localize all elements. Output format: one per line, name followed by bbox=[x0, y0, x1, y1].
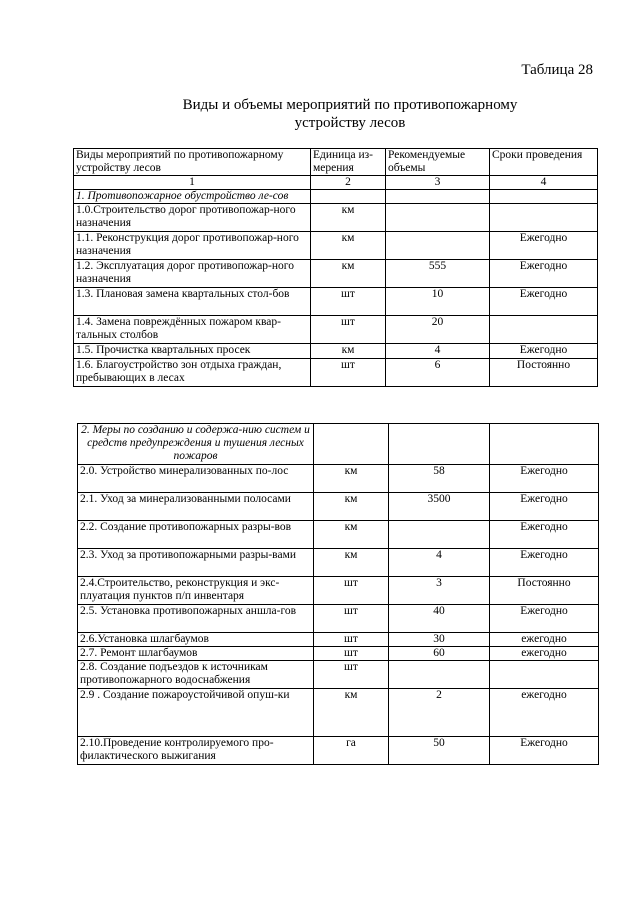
unit-cell: км bbox=[314, 521, 389, 549]
measure-name-cell: 2.9 . Создание пожароустойчивой опуш-ки bbox=[78, 689, 314, 737]
document-title bbox=[120, 96, 580, 132]
header-cell-unit: Единица из-мерения bbox=[311, 149, 386, 176]
col-number-4: 4 bbox=[490, 176, 598, 190]
unit-cell: км bbox=[314, 493, 389, 521]
unit-cell: шт bbox=[314, 661, 389, 689]
measure-name-cell: 1.5. Прочистка квартальных просек bbox=[74, 344, 311, 359]
volume-cell: 2 bbox=[389, 689, 490, 737]
term-cell: Ежегодно bbox=[490, 493, 599, 521]
volume-cell: 40 bbox=[389, 605, 490, 633]
volume-cell: 4 bbox=[389, 549, 490, 577]
unit-cell: га bbox=[314, 737, 389, 765]
measure-name-cell: 2.4.Строительство, реконструкция и экс-плуатация пунктов п/п инвентаря bbox=[78, 577, 314, 605]
volume-cell: 10 bbox=[386, 288, 490, 316]
table-row bbox=[78, 577, 599, 605]
unit-cell: шт bbox=[311, 359, 386, 387]
volume-cell: 6 bbox=[386, 359, 490, 387]
section-title-1: 1. Противопожарное обустройство ле-сов bbox=[74, 190, 311, 204]
measure-name-cell: 2.3. Уход за противопожарными разры-вами bbox=[78, 549, 314, 577]
measure-name-cell: 1.4. Замена повреждённых пожаром квар-тальных столбов bbox=[74, 316, 311, 344]
measure-name-cell: 1.2. Эксплуатация дорог противопожар-ного назначения bbox=[74, 260, 311, 288]
measure-name-cell: 1.3. Плановая замена квартальных стол-бов bbox=[74, 288, 311, 316]
unit-cell: км bbox=[314, 689, 389, 737]
section-title-2: 2. Меры по созданию и содержа-нию систем и средств предупреждения и тушения лесных пожаров bbox=[78, 424, 314, 465]
table-row bbox=[78, 605, 599, 633]
term-cell: ежегодно bbox=[490, 689, 599, 737]
table-row bbox=[78, 661, 599, 689]
measure-name-cell: 2.10.Проведение контролируемого про-филактического выжигания bbox=[78, 737, 314, 765]
empty-cell bbox=[386, 190, 490, 204]
empty-cell bbox=[490, 190, 598, 204]
term-cell: Ежегодно bbox=[490, 521, 599, 549]
measure-name-cell: 1.0.Строительство дорог противопожар-ного назначения bbox=[74, 204, 311, 232]
unit-cell: шт bbox=[311, 316, 386, 344]
measures-table-part2 bbox=[77, 423, 599, 765]
term-cell bbox=[490, 204, 598, 232]
table-row bbox=[74, 260, 598, 288]
measure-name-cell: 1.1. Реконструкция дорог противопожар-ного назначения bbox=[74, 232, 311, 260]
volume-cell bbox=[386, 204, 490, 232]
volume-cell: 4 bbox=[386, 344, 490, 359]
column-numbers-row bbox=[74, 176, 598, 190]
table-row bbox=[78, 465, 599, 493]
term-cell bbox=[490, 316, 598, 344]
table-row bbox=[74, 288, 598, 316]
title-line-1: Виды и объемы мероприятий по противопожарному bbox=[182, 97, 518, 113]
volume-cell bbox=[389, 521, 490, 549]
term-cell: Постоянно bbox=[490, 359, 598, 387]
table-row bbox=[78, 737, 599, 765]
section-row-2 bbox=[78, 424, 599, 465]
title-line-2: устройству лесов bbox=[294, 115, 406, 131]
unit-cell: шт bbox=[314, 633, 389, 647]
term-cell: Ежегодно bbox=[490, 737, 599, 765]
unit-cell: км bbox=[314, 549, 389, 577]
unit-cell: км bbox=[311, 204, 386, 232]
col-number-2: 2 bbox=[311, 176, 386, 190]
measure-name-cell: 2.8. Создание подъездов к источникам противопожарного водоснабжения bbox=[78, 661, 314, 689]
unit-cell: км bbox=[311, 344, 386, 359]
header-row bbox=[74, 149, 598, 176]
volume-cell bbox=[386, 232, 490, 260]
table-row bbox=[78, 549, 599, 577]
term-cell: Постоянно bbox=[490, 577, 599, 605]
volume-cell: 58 bbox=[389, 465, 490, 493]
table-row bbox=[78, 521, 599, 549]
volume-cell: 555 bbox=[386, 260, 490, 288]
header-cell-volume: Рекомендуемые объемы bbox=[386, 149, 490, 176]
unit-cell: шт bbox=[311, 288, 386, 316]
term-cell: ежегодно bbox=[490, 633, 599, 647]
table-row bbox=[74, 204, 598, 232]
term-cell: Ежегодно bbox=[490, 344, 598, 359]
table-row bbox=[78, 647, 599, 661]
unit-cell: шт bbox=[314, 647, 389, 661]
table-row bbox=[74, 316, 598, 344]
term-cell: Ежегодно bbox=[490, 260, 598, 288]
col-number-3: 3 bbox=[386, 176, 490, 190]
unit-cell: км bbox=[311, 260, 386, 288]
table-row bbox=[78, 689, 599, 737]
empty-cell bbox=[490, 424, 599, 465]
empty-cell bbox=[389, 424, 490, 465]
table-row bbox=[78, 633, 599, 647]
unit-cell: шт bbox=[314, 605, 389, 633]
table-row bbox=[74, 344, 598, 359]
measure-name-cell: 2.5. Установка противопожарных аншла-гов bbox=[78, 605, 314, 633]
volume-cell: 60 bbox=[389, 647, 490, 661]
term-cell bbox=[490, 661, 599, 689]
section-row-1 bbox=[74, 190, 598, 204]
term-cell: Ежегодно bbox=[490, 605, 599, 633]
measure-name-cell: 2.0. Устройство минерализованных по-лос bbox=[78, 465, 314, 493]
term-cell: Ежегодно bbox=[490, 465, 599, 493]
volume-cell: 30 bbox=[389, 633, 490, 647]
volume-cell: 20 bbox=[386, 316, 490, 344]
measure-name-cell: 2.6.Установка шлагбаумов bbox=[78, 633, 314, 647]
volume-cell: 3500 bbox=[389, 493, 490, 521]
header-cell-measures: Виды мероприятий по противопожарному устройству лесов bbox=[74, 149, 311, 176]
volume-cell bbox=[389, 661, 490, 689]
col-number-1: 1 bbox=[74, 176, 311, 190]
measure-name-cell: 2.1. Уход за минерализованными полосами bbox=[78, 493, 314, 521]
header-cell-term: Сроки проведения bbox=[490, 149, 598, 176]
measure-name-cell: 1.6. Благоустройство зон отдыха граждан, пребывающих в лесах bbox=[74, 359, 311, 387]
volume-cell: 3 bbox=[389, 577, 490, 605]
term-cell: Ежегодно bbox=[490, 549, 599, 577]
term-cell: Ежегодно bbox=[490, 232, 598, 260]
term-cell: ежегодно bbox=[490, 647, 599, 661]
empty-cell bbox=[311, 190, 386, 204]
measures-table-part1 bbox=[73, 148, 598, 387]
table-row bbox=[74, 232, 598, 260]
term-cell: Ежегодно bbox=[490, 288, 598, 316]
measure-name-cell: 2.7. Ремонт шлагбаумов bbox=[78, 647, 314, 661]
empty-cell bbox=[314, 424, 389, 465]
unit-cell: км bbox=[311, 232, 386, 260]
table-number: Таблица 28 bbox=[521, 62, 593, 78]
measure-name-cell: 2.2. Создание противопожарных разры-вов bbox=[78, 521, 314, 549]
unit-cell: км bbox=[314, 465, 389, 493]
table-row bbox=[78, 493, 599, 521]
table-row bbox=[74, 359, 598, 387]
unit-cell: шт bbox=[314, 577, 389, 605]
volume-cell: 50 bbox=[389, 737, 490, 765]
